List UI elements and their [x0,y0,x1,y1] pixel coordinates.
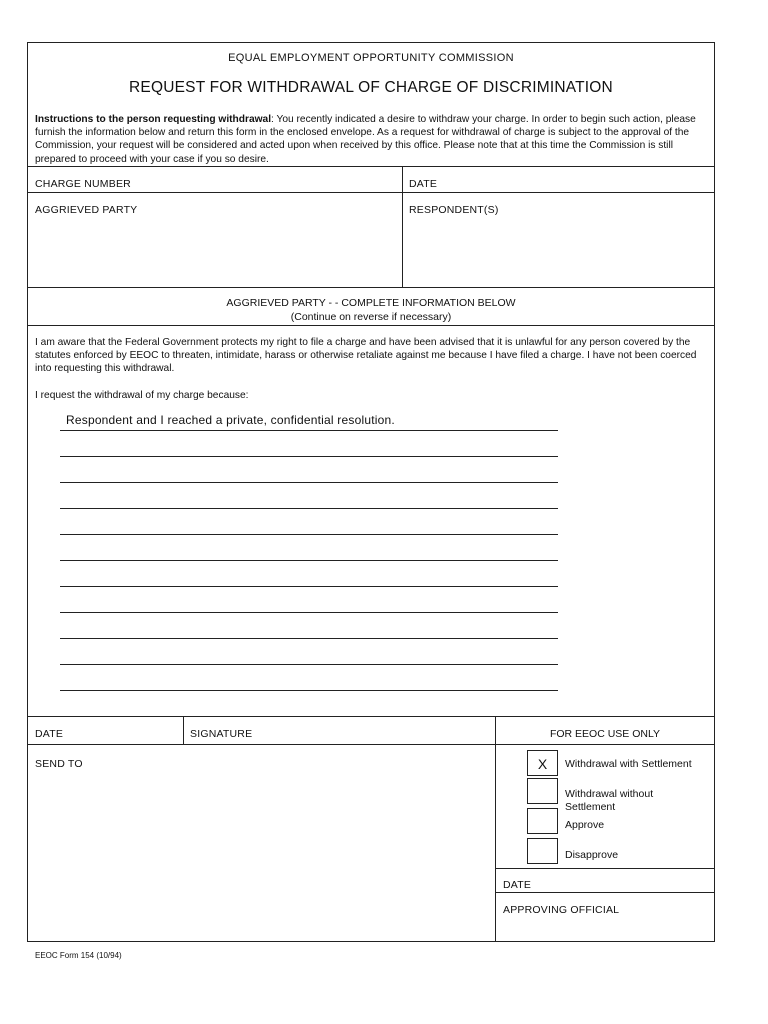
charge-number-field[interactable]: CHARGE NUMBER [35,178,131,190]
divider [495,716,496,942]
divider [27,325,715,326]
reason-line [60,664,558,665]
bottom-date-field[interactable]: DATE [35,728,64,740]
form-id: EEOC Form 154 (10/94) [35,951,122,960]
instructions-body: : You recently indicated a desire to withdraw your charge. In order to begin such action, please furnish the information below and return this form in the enclosed envelope. As a request for withdrawal of charge is subject to the approval of the Commission, your request will be considered and acted upon when received by this office. Please note that at this time the Commission is still prepared to proceed with your case if you so desire. [35,114,696,165]
request-label: I request the withdrawal of my charge because: [35,390,249,401]
reason-line [60,638,558,639]
eeoc-use-heading: FOR EEOC USE ONLY [549,728,661,740]
divider [495,892,715,893]
divider [27,716,715,717]
aggrieved-party-field[interactable]: AGGRIEVED PARTY [35,204,138,216]
divider [495,868,715,869]
checkbox-withdrawal-without-settlement[interactable] [527,778,558,804]
withdrawal-reason[interactable]: Respondent and I reached a private, confidential resolution. [66,413,395,427]
instructions-lead: Instructions to the person requesting withdrawal [35,114,272,125]
date-field[interactable]: DATE [409,178,438,190]
option-label: Approve [565,819,605,831]
reason-line [60,586,558,587]
checkbox-approve[interactable] [527,808,558,834]
respondents-field[interactable]: RESPONDENT(S) [409,204,499,216]
option-label: Withdrawal with Settlement [565,758,692,770]
section-subheading: (Continue on reverse if necessary) [290,311,452,323]
section-heading: AGGRIEVED PARTY - - COMPLETE INFORMATION BELOW [226,297,516,309]
divider [27,287,715,288]
reason-line [60,560,558,561]
signature-field[interactable]: SIGNATURE [190,728,253,740]
checkbox-disapprove[interactable] [527,838,558,864]
reason-line [60,430,558,431]
statement-text: I am aware that the Federal Government protects my right to file a charge and have been advised that it is unlawful for any person covered by the statutes enforced by EEOC to threaten, intimidate, harass or otherwise retaliate against me because I have filed a charge. I have not been coerced into requesting this withdrawal. [35,337,697,375]
option-label: Disapprove [565,849,619,861]
divider [27,166,715,167]
form-title: REQUEST FOR WITHDRAWAL OF CHARGE OF DISCRIMINATION [129,79,613,96]
reason-line [60,690,558,691]
reason-line [60,456,558,457]
eeoc-date-field[interactable]: DATE [503,879,532,891]
reason-line [60,612,558,613]
checkbox-withdrawal-with-settlement[interactable]: X [527,750,558,776]
reason-line [60,508,558,509]
instructions [35,113,705,166]
reason-line [60,534,558,535]
send-to-field[interactable]: SEND TO [35,758,83,770]
agency-name: EQUAL EMPLOYMENT OPPORTUNITY COMMISSION [228,52,514,64]
divider [27,192,715,193]
divider [27,744,715,745]
approving-official-field[interactable]: APPROVING OFFICIAL [503,904,620,916]
divider [402,166,403,287]
divider [183,716,184,744]
reason-line [60,482,558,483]
option-label: Withdrawal without Settlement [565,788,654,813]
